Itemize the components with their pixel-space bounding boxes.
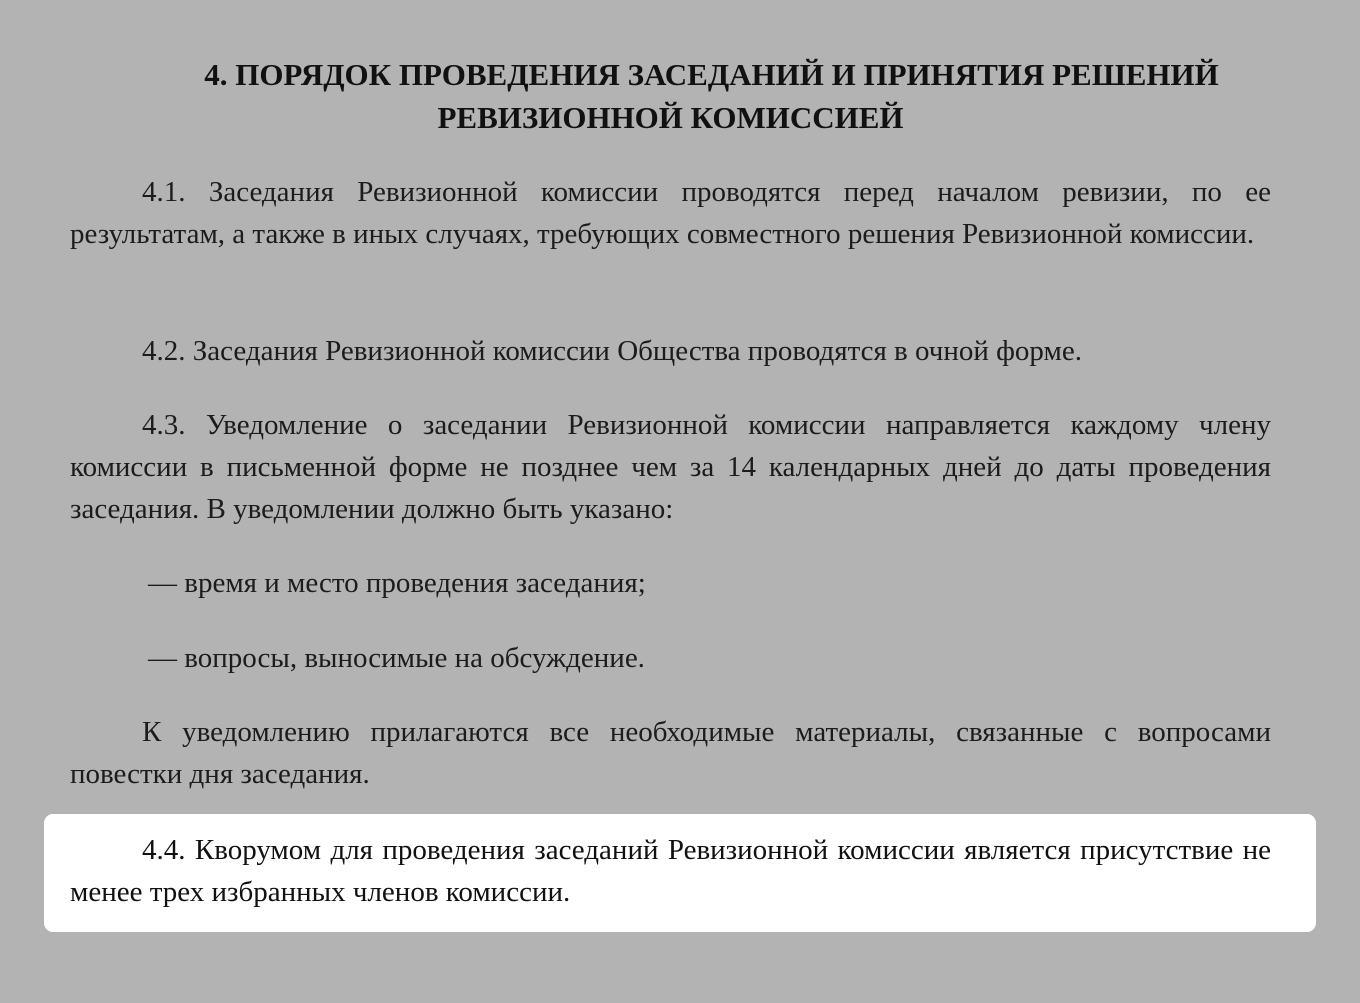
paragraph-4-4: 4.4. Кворумом для проведения заседаний Ревизионной комиссии является присутствие не менее трех избранных членов комиссии. — [70, 834, 1271, 908]
paragraph-4-3: 4.3. Уведомление о заседании Ревизионной комиссии направляется каждому члену комиссии в письменной форме не позднее чем за 14 календарных дней до даты проведения заседания. В уведомлении должно быть указано: — [70, 409, 1271, 525]
highlighted-region — [44, 814, 1316, 932]
section-heading — [70, 53, 1271, 139]
bullet-agenda-questions: — вопросы, выносимые на обсуждение. — [148, 642, 645, 674]
paragraph-attachment-note: К уведомлению прилагаются все необходимые материалы, связанные с вопросами повестки дня заседания. — [70, 716, 1271, 790]
section-heading-line-2: РЕВИЗИОННОЙ КОМИССИЕЙ — [437, 100, 904, 135]
paragraph-4-2: 4.2. Заседания Ревизионной комиссии Общества проводятся в очной форме. — [142, 335, 1082, 367]
section-heading-line-1: 4. ПОРЯДОК ПРОВЕДЕНИЯ ЗАСЕДАНИЙ И ПРИНЯТИЯ РЕШЕНИЙ — [204, 57, 1219, 92]
bullet-time-place: — время и место проведения заседания; — [148, 567, 646, 599]
paragraph-4-1: 4.1. Заседания Ревизионной комиссии проводятся перед началом ревизии, по ее результатам, а также в иных случаях, требующих совместного решения Ревизионной комиссии. — [70, 176, 1271, 250]
